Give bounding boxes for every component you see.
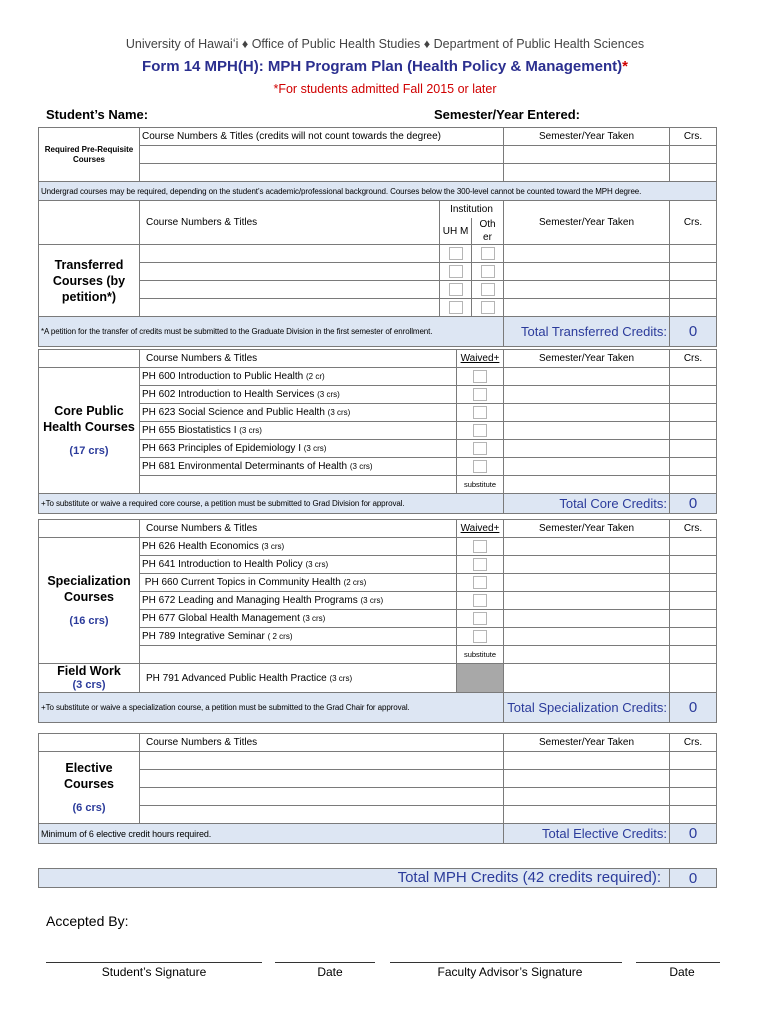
advisor-signature-label: Faculty Advisor’s Signature [437,965,583,979]
spec-course-row: PH 641 Introduction to Health Policy (3 crs) [140,556,457,574]
transfer-note: *A petition for the transfer of credits must be submitted to the Graduate Division in the first semester of enrollment. [39,317,504,347]
core-crs-input[interactable] [670,440,717,458]
accepted-by-label: Accepted By: [46,913,129,929]
advisor-date-line[interactable] [636,962,720,963]
elective-course-input[interactable] [140,806,504,824]
spec-col-crs: Crs. [670,520,717,538]
core-sem-input[interactable] [504,368,670,386]
transfer-course-input[interactable] [140,299,440,317]
elective-sem-input[interactable] [504,788,670,806]
elective-note: Minimum of 6 elective credit hours required. [39,824,504,844]
core-crs-input[interactable] [670,476,717,494]
fieldwork-crs-input[interactable] [670,664,717,693]
waived-checkbox[interactable] [473,540,487,553]
core-course-row: PH 663 Principles of Epidemiology I (3 crs) [140,440,457,458]
elective-col-sem: Semester/Year Taken [504,734,670,752]
core-crs-input[interactable] [670,386,717,404]
core-col-course: Course Numbers & Titles [140,350,457,368]
fieldwork-title: Field Work [57,663,121,678]
student-signature-label: Student’s Signature [101,965,207,979]
waived-checkbox[interactable] [473,576,487,589]
grand-total-table [38,868,717,888]
prereq-col-course: Course Numbers & Titles (credits will not count towards the degree) [140,128,504,146]
form-subtitle: *For students admitted Fall 2015 or later [273,82,497,96]
core-note: +To substitute or waive a required core course, a petition must be submitted to Grad Division for approval. [39,494,504,514]
transfer-col-course: Course Numbers & Titles [140,201,440,245]
elective-sem-input[interactable] [504,752,670,770]
other-checkbox[interactable] [481,283,495,296]
core-sem-input[interactable] [504,458,670,476]
transfer-col-other: Oth er [472,218,504,245]
waived-checkbox[interactable] [473,370,487,383]
elective-section [39,752,140,824]
transfer-col-crs: Crs. [670,201,717,245]
waived-checkbox[interactable] [473,424,487,437]
spec-crs-input[interactable] [670,574,717,592]
spec-course-row: PH 626 Health Economics (3 crs) [140,538,457,556]
advisor-signature-line[interactable] [390,962,622,963]
prereq-sem-input[interactable] [504,164,670,182]
spec-sem-input[interactable] [504,646,670,664]
waived-checkbox[interactable] [473,442,487,455]
elective-total-label: Total Elective Credits: [504,824,670,844]
elective-course-input[interactable] [140,770,504,788]
uhm-checkbox[interactable] [449,301,463,314]
elective-sem-input[interactable] [504,770,670,788]
core-section-title: Core Public Health Courses [43,403,135,434]
core-crs-input[interactable] [670,458,717,476]
specialization-table [38,519,717,723]
elective-crs-input[interactable] [670,806,717,824]
core-sem-input[interactable] [504,440,670,458]
transfer-sem-input[interactable] [504,245,670,263]
grand-total-value: 0 [670,869,717,888]
fieldwork-section [39,664,140,693]
core-course-row: PH 600 Introduction to Public Health (2 cr) [140,368,457,386]
spec-col-sem: Semester/Year Taken [504,520,670,538]
transfer-total-value: 0 [670,317,717,347]
spec-col-course: Course Numbers & Titles [140,520,457,538]
spec-substitute-course-input[interactable] [140,646,457,664]
elective-col-course: Course Numbers & Titles [140,734,504,752]
core-col-waived: Waived+ [460,353,500,364]
elective-section-credits: (6 crs) [72,801,106,814]
transfer-table [38,200,717,347]
transfer-sem-input[interactable] [504,299,670,317]
spec-substitute-label: substitute [457,646,504,664]
prereq-sem-input[interactable] [504,146,670,164]
spec-sem-input[interactable] [504,610,670,628]
fieldwork-course-row: PH 791 Advanced Public Health Practice (3 crs) [140,664,457,693]
core-course-row: PH 602 Introduction to Health Services (3 crs) [140,386,457,404]
transfer-col-uhm: UH M [440,218,472,245]
header-line: University of Hawaiʻi ♦ Office of Public Health Studies ♦ Department of Public Health Sciences [125,37,645,51]
spec-sem-input[interactable] [504,592,670,610]
spec-col-waived: Waived+ [460,523,500,534]
waived-checkbox[interactable] [473,388,487,401]
prereq-crs-input[interactable] [670,164,717,182]
elective-course-input[interactable] [140,752,504,770]
fieldwork-credits: (3 crs) [72,678,106,691]
spec-sem-input[interactable] [504,556,670,574]
prereq-crs-input[interactable] [670,146,717,164]
core-course-row: PH 655 Biostatistics I (3 crs) [140,422,457,440]
prereq-section-label: Required Pre-Requisite Courses [39,128,140,182]
core-crs-input[interactable] [670,368,717,386]
elective-col-crs: Crs. [670,734,717,752]
spec-section-title: Specialization Courses [47,573,131,604]
grand-total-label: Total MPH Credits (42 credits required): [39,869,670,888]
spec-crs-input[interactable] [670,556,717,574]
fieldwork-waived-disabled [457,664,504,693]
spec-course-row: PH 660 Current Topics in Community Health (2 crs) [140,574,457,592]
spec-crs-input[interactable] [670,610,717,628]
transfer-col-sem: Semester/Year Taken [504,201,670,245]
core-course-row: PH 623 Social Science and Public Health (3 crs) [140,404,457,422]
elective-crs-input[interactable] [670,752,717,770]
other-checkbox[interactable] [481,265,495,278]
core-total-label: Total Core Credits: [504,494,670,514]
core-sem-input[interactable] [504,476,670,494]
prereq-course-input[interactable] [140,164,504,182]
core-sem-input[interactable] [504,386,670,404]
transfer-crs-input[interactable] [670,299,717,317]
core-course-row: PH 681 Environmental Determinants of Health (3 crs) [140,458,457,476]
student-name-label: Student’s Name: [46,107,149,122]
other-checkbox[interactable] [481,301,495,314]
student-date-label: Date [317,965,343,979]
waived-checkbox[interactable] [473,406,487,419]
spec-total-value: 0 [670,693,717,723]
spec-crs-input[interactable] [670,538,717,556]
transfer-course-input[interactable] [140,263,440,281]
elective-total-value: 0 [670,824,717,844]
spec-course-row: PH 672 Leading and Managing Health Programs (3 crs) [140,592,457,610]
core-section-credits: (17 crs) [69,444,109,457]
spec-section-credits: (16 crs) [69,614,109,627]
advisor-date-label: Date [669,965,695,979]
prereq-table [38,127,717,201]
elective-section-title: Elective Courses [63,760,115,791]
waived-checkbox[interactable] [473,594,487,607]
spec-course-row: PH 789 Integrative Seminar ( 2 crs) [140,628,457,646]
transfer-total-label: Total Transferred Credits: [504,317,670,347]
transfer-sem-input[interactable] [504,281,670,299]
spec-sem-input[interactable] [504,628,670,646]
core-crs-input[interactable] [670,422,717,440]
student-signature-line[interactable] [46,962,262,963]
waived-checkbox[interactable] [473,630,487,643]
core-total-value: 0 [670,494,717,514]
other-checkbox[interactable] [481,247,495,260]
transfer-course-input[interactable] [140,281,440,299]
waived-checkbox[interactable] [473,612,487,625]
spec-sem-input[interactable] [504,574,670,592]
spec-crs-input[interactable] [670,646,717,664]
spec-section [39,538,140,664]
elective-course-input[interactable] [140,788,504,806]
uhm-checkbox[interactable] [449,283,463,296]
core-col-crs: Crs. [670,350,717,368]
core-sem-input[interactable] [504,422,670,440]
fieldwork-sem-input[interactable] [504,664,670,693]
transfer-col-institution: Institution [440,201,504,219]
uhm-checkbox[interactable] [449,265,463,278]
core-sem-input[interactable] [504,404,670,422]
form-title: Form 14 MPH(H): MPH Program Plan (Health Policy & Management)* [142,58,628,75]
transfer-course-input[interactable] [140,245,440,263]
elective-sem-input[interactable] [504,806,670,824]
prereq-note: Undergrad courses may be required, depending on the student’s academic/professional background. Courses below the 300-level cannot be counted toward the MPH degree. [39,182,717,201]
spec-note: +To substitute or waive a specialization course, a petition must be submitted to the Grad Chair for approval. [39,693,504,723]
spec-total-label: Total Specialization Credits: [504,693,670,723]
core-table [38,349,717,514]
prereq-course-input[interactable] [140,146,504,164]
core-col-sem: Semester/Year Taken [504,350,670,368]
core-crs-input[interactable] [670,404,717,422]
semester-entered-label: Semester/Year Entered: [434,107,580,122]
elective-crs-input[interactable] [670,788,717,806]
waived-checkbox[interactable] [473,460,487,473]
elective-crs-input[interactable] [670,770,717,788]
transfer-crs-input[interactable] [670,263,717,281]
student-date-line[interactable] [275,962,375,963]
core-section [39,368,140,494]
elective-table [38,733,717,844]
spec-crs-input[interactable] [670,592,717,610]
transfer-crs-input[interactable] [670,245,717,263]
transfer-crs-input[interactable] [670,281,717,299]
uhm-checkbox[interactable] [449,247,463,260]
spec-sem-input[interactable] [504,538,670,556]
spec-course-row: PH 677 Global Health Management (3 crs) [140,610,457,628]
core-substitute-label: substitute [457,476,504,494]
spec-crs-input[interactable] [670,628,717,646]
prereq-col-crs: Crs. [670,128,717,146]
transfer-section-label: Transferred Courses (by petition*) [39,245,140,317]
prereq-col-sem: Semester/Year Taken [504,128,670,146]
transfer-sem-input[interactable] [504,263,670,281]
core-substitute-course-input[interactable] [140,476,457,494]
waived-checkbox[interactable] [473,558,487,571]
